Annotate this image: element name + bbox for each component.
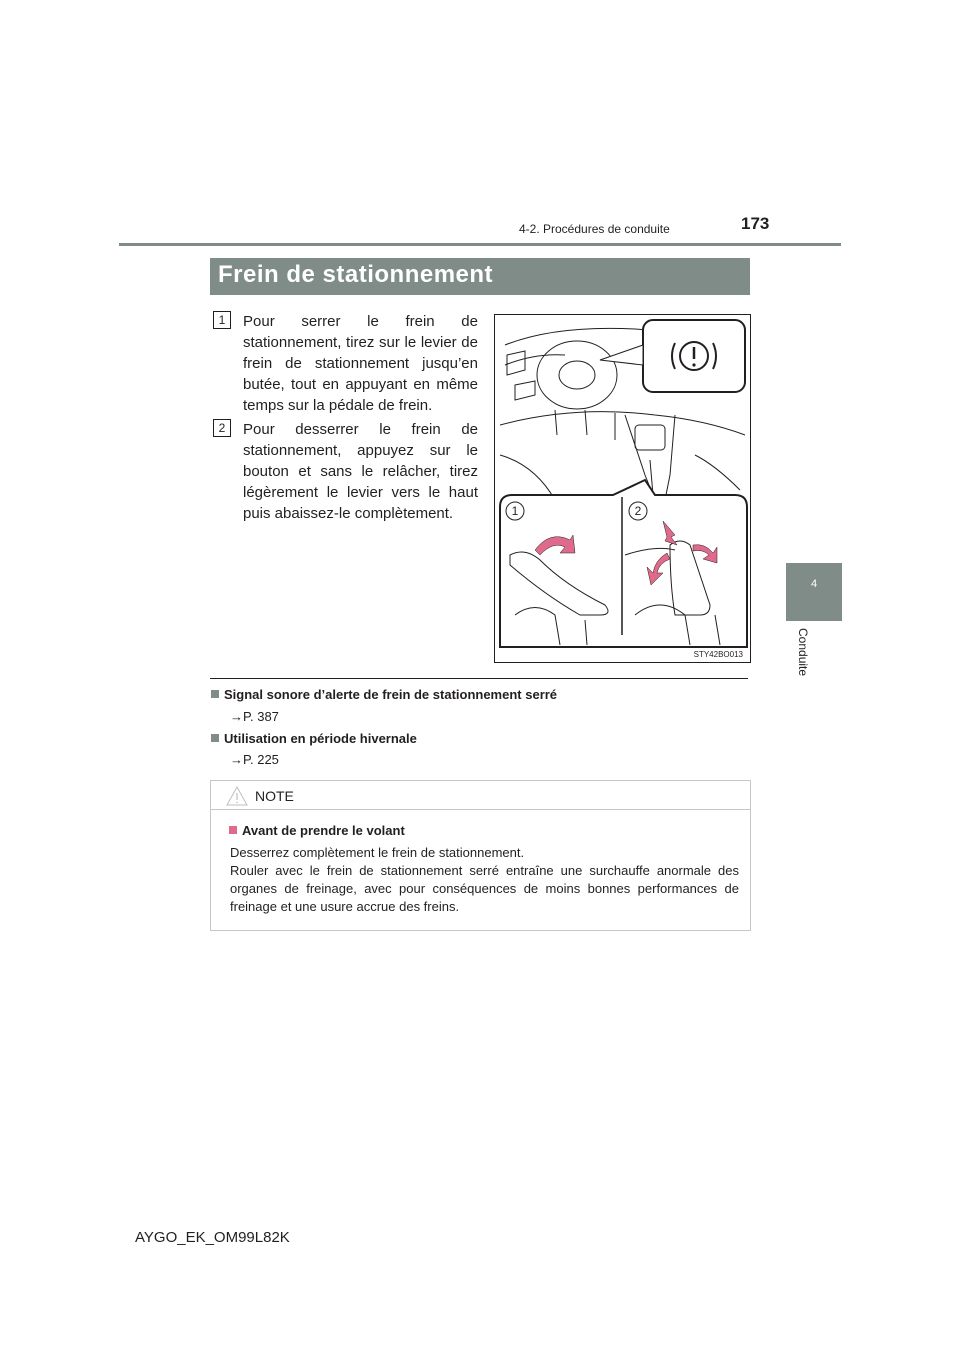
square-bullet-icon	[211, 734, 219, 742]
square-bullet-icon	[229, 826, 237, 834]
note-item-title: Avant de prendre le volant	[242, 823, 405, 838]
chapter-tab[interactable]: 4	[786, 563, 842, 621]
note-item-heading	[229, 822, 739, 840]
page-number: 173	[741, 214, 770, 233]
note-box	[210, 780, 751, 931]
separator-rule	[210, 678, 748, 679]
note-item	[211, 687, 557, 702]
step-text: Pour desserrer le frein de stationnement, appuyez sur le bouton et sans le relâcher, tirez légèrement le levier vers le haut puis abaissez-le complètement.	[243, 421, 478, 522]
section-title-bar	[210, 258, 750, 295]
note-item	[211, 731, 417, 746]
document-code: AYGO_EK_OM99L82K	[135, 1229, 290, 1246]
step-2	[213, 419, 478, 524]
page-reference-link[interactable]: →P. 225	[230, 752, 279, 767]
chapter-title: 4-2. Procédures de conduite	[519, 222, 670, 236]
step-1	[213, 311, 478, 416]
step-text: Pour serrer le frein de stationnement, tirez sur le levier de frein de stationnement jusqu’en butée, tout en appuyant en même temps sur la pédale de frein.	[243, 313, 478, 414]
note-box-header	[211, 781, 750, 810]
page-reference-link[interactable]: →P. 387	[230, 709, 279, 724]
step-number: 1	[213, 311, 231, 329]
note-title: Signal sonore d’alerte de frein de stationnement serré	[224, 687, 558, 702]
note-body	[229, 822, 739, 916]
callout-2-label: 2	[634, 504, 642, 518]
note-item-text: Desserrez complètement le frein de stationnement. Rouler avec le frein de stationnement serré entraîne une surchauffe anormale des organes de freinage, avec pour conséquences de moins bonnes performances de freinage et une usure accrue des freins.	[230, 845, 739, 914]
parking-brake-illustration	[494, 314, 751, 663]
note-label: NOTE	[255, 788, 294, 804]
figure-code: STY42BO013	[693, 650, 743, 659]
chapter-tab-label: Conduite	[796, 628, 810, 677]
square-bullet-icon	[211, 690, 219, 698]
section-title: Frein de stationnement	[218, 261, 494, 288]
warning-triangle-icon	[225, 785, 249, 807]
header-rule	[119, 243, 841, 246]
callout-1-label: 1	[511, 504, 519, 518]
illustration-svg	[495, 315, 750, 662]
step-number: 2	[213, 419, 231, 437]
note-title: Utilisation en période hivernale	[224, 731, 417, 746]
